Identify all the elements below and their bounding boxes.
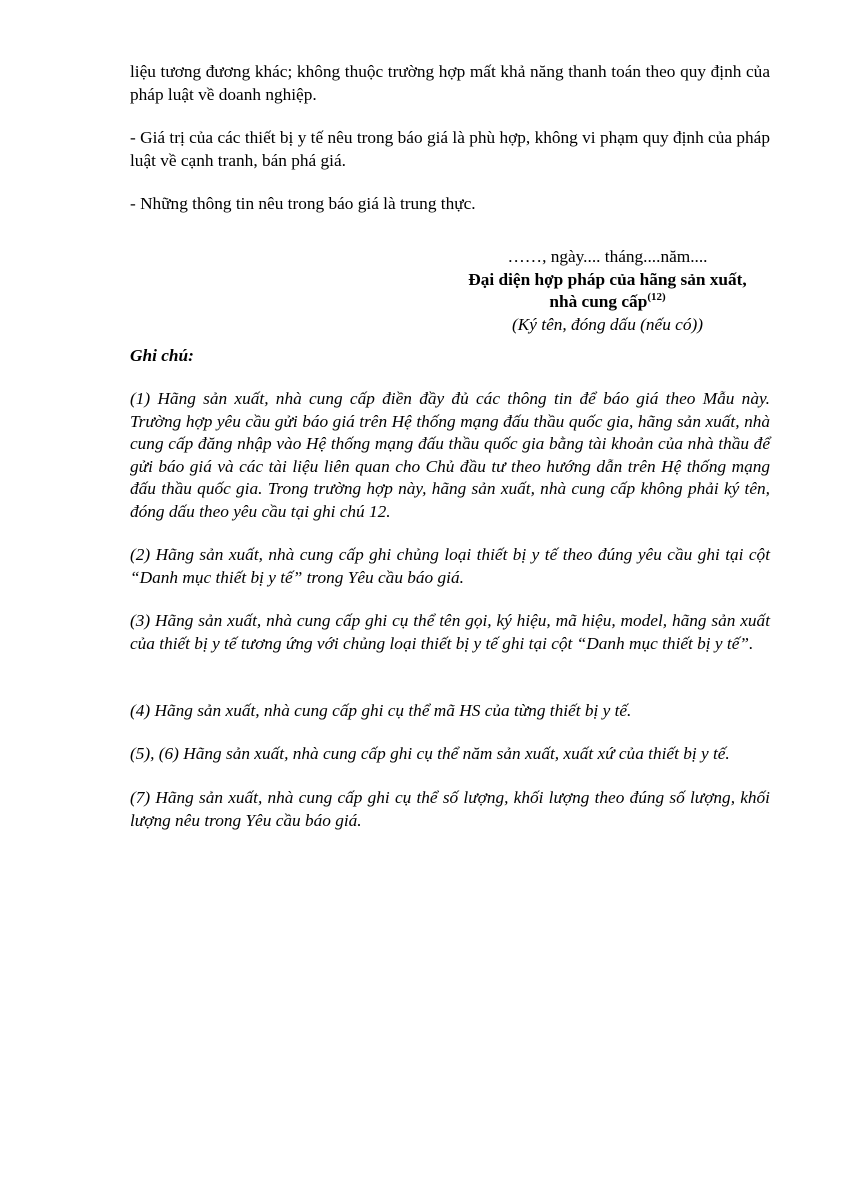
signature-title-text: nhà cung cấp (549, 292, 648, 311)
notes-heading: Ghi chú: (130, 346, 194, 365)
note-item-1: (1) Hãng sản xuất, nhà cung cấp điền đầy đủ các thông tin để báo giá theo Mẫu này. Trường hợp yêu cầu gửi báo giá trên Hệ thống mạng đấu thầu quốc gia, hãng sản xuất, nhà cung cấp đăng nhập vào Hệ thống mạng đấu thầu quốc gia bằng tài khoản của nhà thầu để gửi báo giá và các tài liệu liên quan cho Chủ đầu tư theo hướng dẫn trên Hệ thống mạng đấu thầu quốc gia. Trong trường hợp này, hãng sản xuất, nhà cung cấp không phải ký tên, đóng dấu theo yêu cầu tại ghi chú 12. (130, 389, 770, 521)
intro-paragraph-2: - Giá trị của các thiết bị y tế nêu trong báo giá là phù hợp, không vi phạm quy định của pháp luật về cạnh tranh, bán phá giá. (130, 128, 770, 170)
note-item-2: (2) Hãng sản xuất, nhà cung cấp ghi chủng loại thiết bị y tế theo đúng yêu cầu ghi tại cột “Danh mục thiết bị y tế” trong Yêu cầu báo giá. (130, 545, 770, 587)
signature-sign-note: (Ký tên, đóng dấu (nếu có)) (512, 314, 703, 334)
signature-date-line: ……, ngày.... tháng....năm.... (507, 247, 708, 266)
signature-block (440, 246, 775, 336)
intro-paragraph-3: - Những thông tin nêu trong báo giá là trung thực. (130, 194, 476, 213)
signature-title-line-1: Đại diện hợp pháp của hãng sản xuất, (468, 269, 747, 289)
signature-footnote-ref: (12) (647, 291, 666, 304)
note-item-6: (7) Hãng sản xuất, nhà cung cấp ghi cụ thể số lượng, khối lượng theo đúng số lượng, khối lượng nêu trong Yêu cầu báo giá. (130, 788, 770, 830)
signature-title-line-2 (440, 291, 775, 314)
note-item-4: (4) Hãng sản xuất, nhà cung cấp ghi cụ thể mã HS của từng thiết bị y tế. (130, 701, 632, 720)
note-item-5: (5), (6) Hãng sản xuất, nhà cung cấp ghi cụ thể năm sản xuất, xuất xứ của thiết bị y tế. (130, 744, 730, 763)
note-item-3: (3) Hãng sản xuất, nhà cung cấp ghi cụ thể tên gọi, ký hiệu, mã hiệu, model, hãng sản xuất của thiết bị y tế tương ứng với chủng loại thiết bị y tế ghi tại cột “Danh mục thiết bị y tế”. (130, 611, 770, 653)
intro-paragraph-1: liệu tương đương khác; không thuộc trường hợp mất khả năng thanh toán theo quy định của pháp luật về doanh nghiệp. (130, 62, 770, 104)
